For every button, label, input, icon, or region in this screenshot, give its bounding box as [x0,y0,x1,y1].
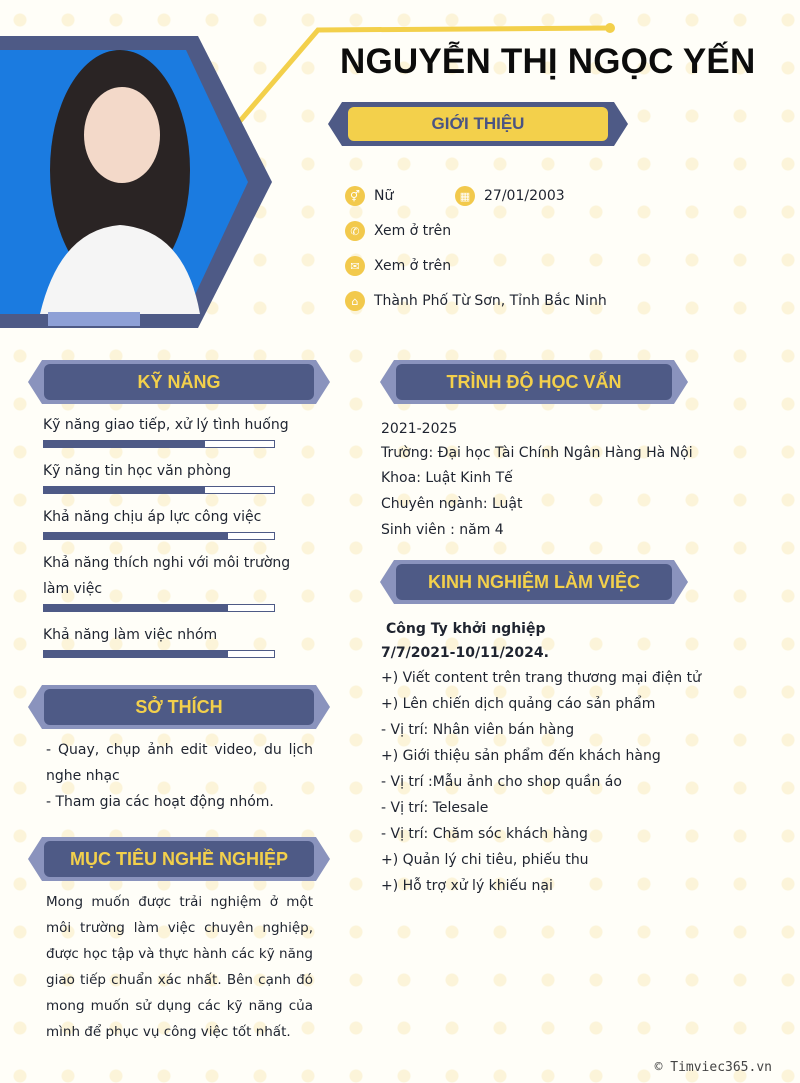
hobby-line: - Tham gia các hoạt động nhóm. [46,794,274,810]
skill-bar-fill [44,487,205,493]
email-value: Xem ở trên [374,258,452,274]
experience-line: +) Hỗ trợ xử lý khiếu nại [381,878,553,894]
intro-heading-label: GIỚI THIỆU [431,114,525,133]
skill-label: Kỹ năng giao tiếp, xử lý tình huống [43,417,289,433]
email-row [345,256,451,276]
profile-photo-frame [0,0,290,340]
experience-line: +) Lên chiến dịch quảng cáo sản phẩm [381,696,656,712]
experience-line: - Vị trí :Mẫu ảnh cho shop quần áo [381,774,622,790]
experience-line: +) Viết content trên trang thương mại điện tử [381,670,701,686]
skill-bar-fill [44,533,228,539]
experience-line: - Vị trí: Nhân viên bán hàng [381,722,575,738]
education-major: Chuyên ngành: Luật [381,496,523,512]
skill-bar-fill [44,605,228,611]
education-school: Trường: Đại học Tài Chính Ngân Hàng Hà Nội [381,445,693,461]
gender-value: Nữ [374,188,394,204]
candidate-name: NGUYỄN THỊ NGỌC YẾN [340,42,756,81]
skill-bar [43,486,275,494]
intro-heading [328,102,628,146]
skill-bar-fill [44,441,205,447]
phone-icon: ✆ [345,221,365,241]
email-icon: ✉ [345,256,365,276]
experience-line: +) Giới thiệu sản phẩm đến khách hàng [381,748,661,764]
experience-company: Công Ty khởi nghiệp [386,621,546,637]
skill-label: Khả năng thích nghi với môi trường làm việc [43,555,291,597]
goal-heading [28,837,330,881]
address-value: Thành Phố Từ Sơn, Tỉnh Bắc Ninh [374,293,607,309]
skill-label: Khả năng làm việc nhóm [43,627,218,643]
education-faculty: Khoa: Luật Kinh Tế [381,470,513,486]
education-heading [380,360,688,404]
address-row [345,291,607,311]
experience-line: +) Quản lý chi tiêu, phiếu thu [381,852,589,868]
goal-heading-label: MỤC TIÊU NGHỀ NGHIỆP [69,849,288,869]
birthday-value: 27/01/2003 [484,188,565,204]
footer-copyright: © Timviec365.vn [654,1060,772,1075]
phone-value: Xem ở trên [374,223,452,239]
calendar-icon: ▦ [455,186,475,206]
skill-label: Kỹ năng tin học văn phòng [43,463,232,479]
skill-bar [43,604,275,612]
skill-bar [43,650,275,658]
experience-heading-label: KINH NGHIỆM LÀM VIỆC [427,572,640,592]
experience-line: - Vị trí: Chăm sóc khách hàng [381,826,588,842]
experience-line: - Vị trí: Telesale [381,800,489,816]
experience-heading [380,560,688,604]
birthday-row [455,186,565,206]
gender-row [345,186,393,206]
skill-bar [43,532,275,540]
skills-heading [28,360,330,404]
skills-heading-label: KỸ NĂNG [137,372,221,392]
career-goal-text: Mong muốn được trải nghiệm ở một môi trường làm việc chuyên nghiệp, được học tập và thực hành các kỹ năng giao tiếp chuẩn xác nhất. Bên cạnh đó mong muốn sử dụng các kỹ năng của mình để phục vụ công việc tốt nhất. [46,894,313,1040]
skill-bar-fill [44,651,228,657]
education-heading-label: TRÌNH ĐỘ HỌC VẤN [446,372,622,392]
hobbies-heading-label: SỞ THÍCH [135,697,223,717]
experience-period: 7/7/2021-10/11/2024. [381,645,549,661]
hobby-line: - Quay, chụp ảnh edit video, du lịch nghe nhạc [46,742,313,784]
skill-label: Khả năng chịu áp lực công việc [43,509,262,525]
gender-icon: ⚥ [345,186,365,206]
home-icon: ⌂ [345,291,365,311]
education-years: 2021-2025 [381,421,458,437]
hobbies-heading [28,685,330,729]
education-year: Sinh viên : năm 4 [381,522,504,538]
phone-row [345,221,451,241]
skill-bar [43,440,275,448]
